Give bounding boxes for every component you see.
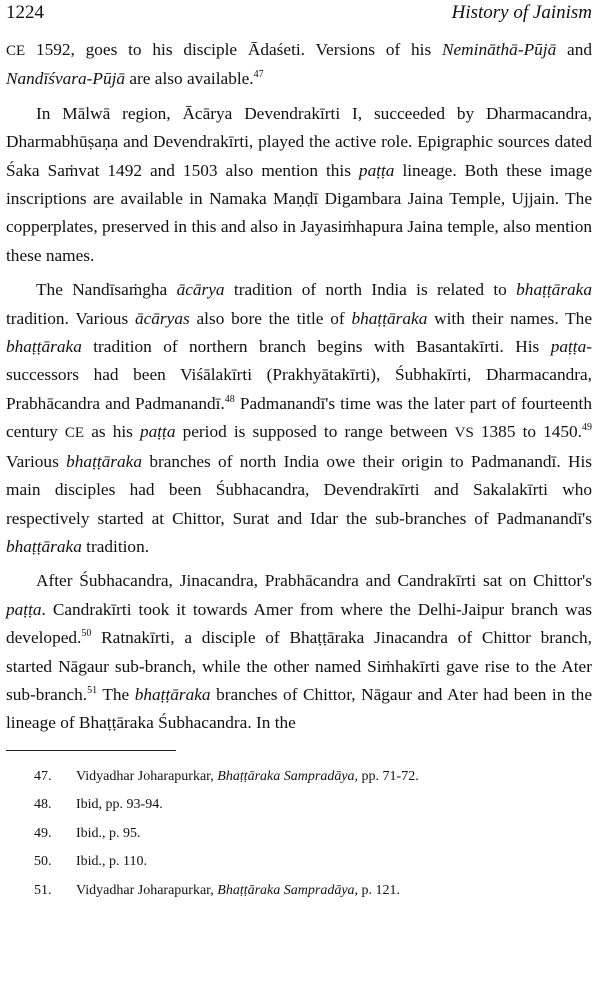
text-run: branches of Chittor, Nāgaur and Ater had been in the lineage of Bhaṭṭāraka Śubhacandra. In the <box>6 684 592 733</box>
text-run: tradition of north India is related to <box>224 280 517 300</box>
footnote-number: 48. <box>34 797 52 813</box>
italic-term: Bhaṭṭāraka Sampradāya <box>217 768 355 784</box>
italic-term: paṭṭa <box>6 599 42 619</box>
page-number: 1224 <box>6 2 44 23</box>
text-run: , pp. 71-72. <box>354 768 419 784</box>
footnote-ref: 47 <box>253 69 264 81</box>
footnote-number: 50. <box>34 854 52 870</box>
italic-term: Nemināthā-Pūjā <box>441 40 557 59</box>
text-run: as his <box>84 422 140 442</box>
footnote-text <box>76 820 141 849</box>
footnote-text <box>76 763 419 792</box>
footnote-ref: 48 <box>224 394 235 406</box>
text-run: Vidyadhar Joharapurkar, <box>76 768 218 784</box>
text-run: Various <box>6 451 67 471</box>
text-run: . Candrakīrti took it towards Amer from where the Delhi-Jaipur branch was developed. <box>6 599 592 648</box>
paragraph <box>6 276 592 561</box>
text-run: tradition. Various <box>6 308 135 328</box>
footnote <box>6 877 592 906</box>
era-abbrev: CE <box>64 425 85 442</box>
italic-term: bhaṭṭāraka <box>6 337 82 357</box>
text-run: branches of north India owe their origin to Padmanandī. His main disciples had been Śubhacandra, Devendrakīrti and Sakalakīrti who respectively started at Chittor, Surat and Idar the sub-branches of Padmanandī's <box>6 451 593 528</box>
italic-term: bhaṭṭāraka <box>516 280 592 300</box>
footnote-text <box>76 791 163 820</box>
footnotes <box>6 763 592 906</box>
italic-term: paṭṭa <box>550 337 587 357</box>
era-abbrev: VS <box>454 425 474 442</box>
italic-term: Nandīśvara-Pūjā <box>6 69 126 89</box>
text-run: and <box>556 40 592 59</box>
text-run: period is supposed to range between <box>175 422 455 442</box>
running-title: History of Jainism <box>451 2 592 23</box>
italic-term: ācāryas <box>134 308 190 328</box>
footnote <box>6 791 592 820</box>
text-run: -successors had been Viśālakīrti (Prakhyātakīrti), Śubhakīrti, Dharmacandra, Prabhācandra and Padmanandī. <box>6 337 592 413</box>
body-text <box>6 36 592 738</box>
footnote <box>6 763 592 792</box>
paragraph <box>6 100 592 270</box>
italic-term: bhaṭṭāraka <box>66 451 142 471</box>
text-run: tradition. <box>81 536 150 556</box>
text-run: Ratnakīrti, a disciple of Bhaṭṭāraka Jinacandra of Chittor branch, started Nāgaur sub-branch, while the other named Siṁhakīrti gave rise to the Ater sub-branch. <box>6 628 592 704</box>
text-run: also bore the title of <box>189 308 352 328</box>
footnote-text <box>76 848 147 877</box>
text-run: Vidyadhar Joharapurkar, <box>76 882 218 898</box>
italic-term: bhaṭṭāraka <box>6 536 82 556</box>
footnote-text <box>76 877 400 906</box>
footnote-rule <box>6 750 176 751</box>
paragraph <box>6 36 592 94</box>
italic-term: paṭṭa <box>139 422 176 442</box>
text-run: Ibid, pp. 93-94. <box>76 797 163 813</box>
era-abbrev: CE <box>6 43 26 59</box>
text-run: Ibid., p. 110. <box>76 854 148 870</box>
text-run: 1592, goes to his disciple Ādaśeti. Versions of his <box>25 40 442 59</box>
italic-term: paṭṭa <box>358 160 395 180</box>
text-run: 1385 to 1450. <box>473 422 582 442</box>
text-run: tradition of northern branch begins with Basantakīrti. His <box>81 337 551 357</box>
footnote-number: 49. <box>34 825 52 841</box>
footnote-ref: 50 <box>81 628 92 640</box>
footnote-number: 47. <box>34 768 52 784</box>
italic-term: bhaṭṭāraka <box>351 308 428 328</box>
paragraph <box>6 567 592 737</box>
italic-term: bhaṭṭāraka <box>134 684 211 704</box>
text-run: lineage. Both these image inscriptions are available in Namaka Maṇḍī Digambara Jaina Temple, Ujjain. The copperplates, preserved in this and also in Jayasiṁhapura Jaina temple, also mention these names. <box>6 160 592 265</box>
text-run: with their names. The <box>427 308 592 328</box>
text-run: The <box>97 684 135 704</box>
text-run: Padmanandī's time was the later part of fourteenth century <box>6 393 592 442</box>
text-run: The Nandīsaṁgha <box>36 280 177 300</box>
italic-term: Bhaṭṭāraka Sampradāya <box>217 882 355 898</box>
footnote <box>6 820 592 849</box>
text-run: After Śubhacandra, Jinacandra, Prabhācandra and Candrakīrti sat on Chittor's <box>36 571 592 591</box>
footnote-number: 51. <box>34 882 52 898</box>
footnote-ref: 49 <box>582 422 592 434</box>
italic-term: ācārya <box>176 280 225 300</box>
text-run: are also available. <box>125 69 254 89</box>
text-run: Ibid., p. 95. <box>76 825 141 841</box>
footnote <box>6 848 592 877</box>
footnote-ref: 51 <box>87 685 98 697</box>
text-run: , p. 121. <box>354 882 401 898</box>
page-header <box>6 0 592 36</box>
text-run: In Mālwā region, Ācārya Devendrakīrti I, succeeded by Dharmacandra, Dharmabhūṣaṇa and Devendrakīrti, played the active role. Epigraphic sources dated Śaka Saṁvat 1492 and 1503 also mention this <box>6 103 592 180</box>
